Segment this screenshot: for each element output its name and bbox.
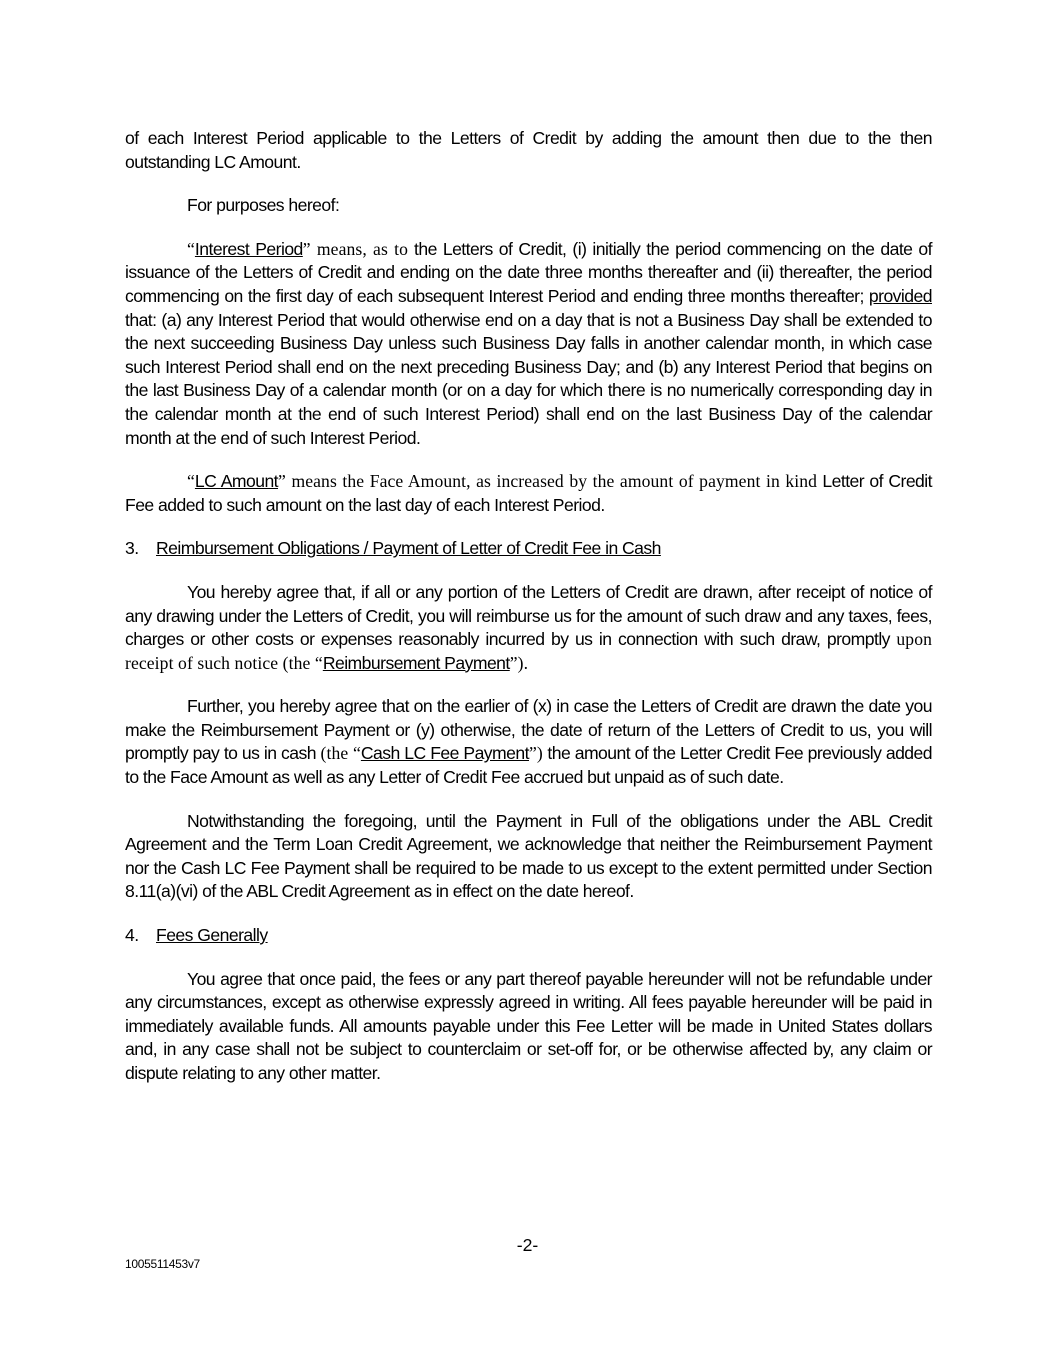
open-quote: “ — [187, 471, 195, 492]
page-number: -2- — [516, 1235, 539, 1255]
defined-term-cash-lc-fee-payment: Cash LC Fee Payment — [360, 743, 529, 764]
for-purposes-paragraph: For purposes hereof: — [187, 195, 340, 216]
defined-term-reimbursement-payment: Reimbursement Payment — [322, 652, 510, 673]
text-run: You hereby agree that, if all or any portion of the Letters of Credit are drawn, after receipt of notice of any drawing under the Letters of Credit, you will reimburse us for the amount of such draw and any taxes, fees, charges or other costs or expenses reasonably incurred by us in connection with such draw, promptly — [125, 581, 932, 650]
lc-amount-definition — [125, 470, 932, 517]
section-3-paragraph-3: Notwithstanding the foregoing, until the Payment in Full of the obligations under the ABL Credit Agreement and the Term Loan Credit Agreement, we acknowledge that neither the Reimbursement Payment nor the Cash LC Fee Payment shall be required to be made to us except to the extent permitted under Section 8.11(a)(vi) of the ABL Credit Agreement as in effect on the date hereof. — [125, 810, 932, 902]
interest-period-definition — [125, 238, 932, 450]
section-4-heading — [125, 924, 932, 948]
section-title: Fees Generally — [156, 925, 268, 946]
definition-body-a: the Letters of Credit, (i) initially the period commencing on the date of issuance of the Letters of Credit and ending on the date three months thereafter and (ii) thereafter, the period commencing on the first day of each subsequent Interest Period and ending three months thereafter; — [125, 238, 933, 306]
text-run: Further, you hereby agree that on the earlier of (x) in case the Letters of Credit are drawn the date you make the Reimbursement Payment or (y) otherwise, the date of return of the Letters of Credit to us, you will promptly pay to us in cash — [125, 696, 932, 764]
section-4-paragraph-1: You agree that once paid, the fees or any part thereof payable hereunder will not be refundable under any circumstances, except as otherwise expressly agreed in writing. All fees payable hereunder will be paid in immediately available funds. All amounts payable under this Fee Letter will be made in United States dollars and, in any case shall not be subject to counterclaim or set-off for, or be otherwise affected by, any claim or dispute relating to any other matter. — [125, 968, 932, 1083]
section-3-heading — [125, 537, 932, 561]
section-title: Reimbursement Obligations / Payment of Letter of Credit Fee in Cash — [156, 538, 661, 559]
defined-term-lc-amount: LC Amount — [194, 471, 279, 492]
definition-body: Letter of Credit Fee added to such amount on the last day of each Interest Period. — [125, 471, 932, 515]
document-body — [125, 127, 932, 1106]
document-id: 1005511453v7 — [125, 1257, 200, 1271]
definition-body-b: that: (a) any Interest Period that would otherwise end on a day that is not a Business Day shall be extended to the next succeeding Business Day unless such Business Day falls in another calendar month, in which case such Interest Period shall end on the next preceding Business Day; and (b) any Interest Period that begins on the last Business Day of a calendar month (or on a day for which there is no numerically corresponding day in the calendar month at the end of such Interest Period) shall end on the last Business Day of the calendar month at the end of such Interest Period. — [125, 309, 932, 448]
text-run: ”). — [509, 652, 529, 673]
section-number: 4. — [125, 925, 139, 946]
section-3-paragraph-2 — [125, 695, 932, 789]
means-text: ” means the Face Amount, as increased by the amount of payment in kind — [278, 471, 818, 492]
text-run: upon receipt of such notice (the “ — [125, 629, 932, 673]
means-text: ” means, as to — [302, 238, 408, 259]
open-quote: “ — [187, 238, 195, 259]
section-3-paragraph-1 — [125, 581, 932, 675]
paragraph-continuation: of each Interest Period applicable to the Letters of Credit by adding the amount then due to the then outstanding LC Amount. — [125, 128, 932, 172]
text-run: (the “ — [320, 743, 361, 764]
section-number: 3. — [125, 538, 139, 559]
text-run: the amount of the Letter Credit Fee previously added to the Face Amount as well as any Letter of Credit Fee accrued but unpaid as of such date. — [125, 743, 933, 788]
provided-term: provided — [868, 285, 932, 306]
defined-term-interest-period: Interest Period — [194, 238, 303, 259]
text-run: ”) — [528, 743, 543, 764]
